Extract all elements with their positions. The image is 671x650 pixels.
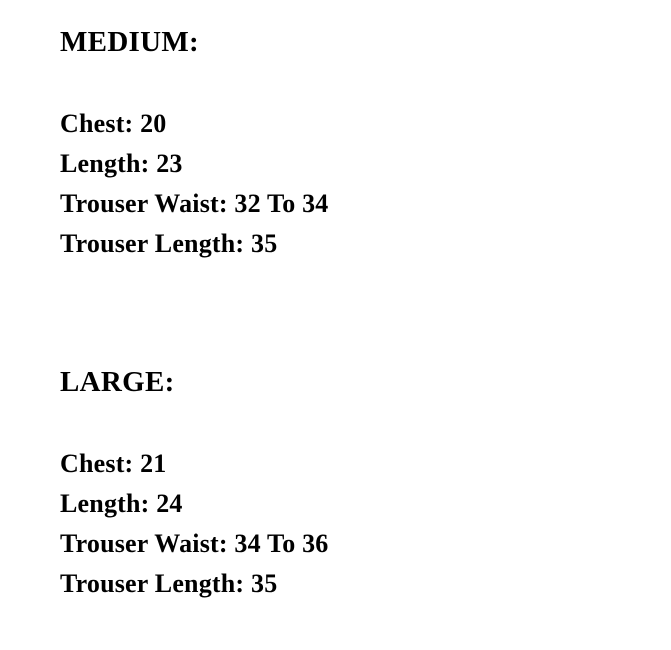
spec-line: Trouser Waist: 34 To 36 (60, 529, 329, 558)
size-block-medium (60, 22, 641, 264)
spacer (60, 62, 641, 104)
size-heading-medium: MEDIUM: (60, 26, 200, 58)
spec-line: Chest: 20 (60, 109, 167, 138)
spec-line: Length: 23 (60, 149, 183, 178)
spec-list-large (60, 444, 641, 604)
spacer (60, 264, 641, 362)
spec-line: Trouser Length: 35 (60, 229, 278, 258)
size-block-large (60, 362, 641, 604)
spec-line: Trouser Waist: 32 To 34 (60, 189, 329, 218)
spec-line: Length: 24 (60, 489, 183, 518)
spacer (60, 402, 641, 444)
size-heading-large: LARGE: (60, 366, 175, 398)
spec-line: Chest: 21 (60, 449, 167, 478)
spec-list-medium (60, 104, 641, 264)
spec-line: Trouser Length: 35 (60, 569, 278, 598)
